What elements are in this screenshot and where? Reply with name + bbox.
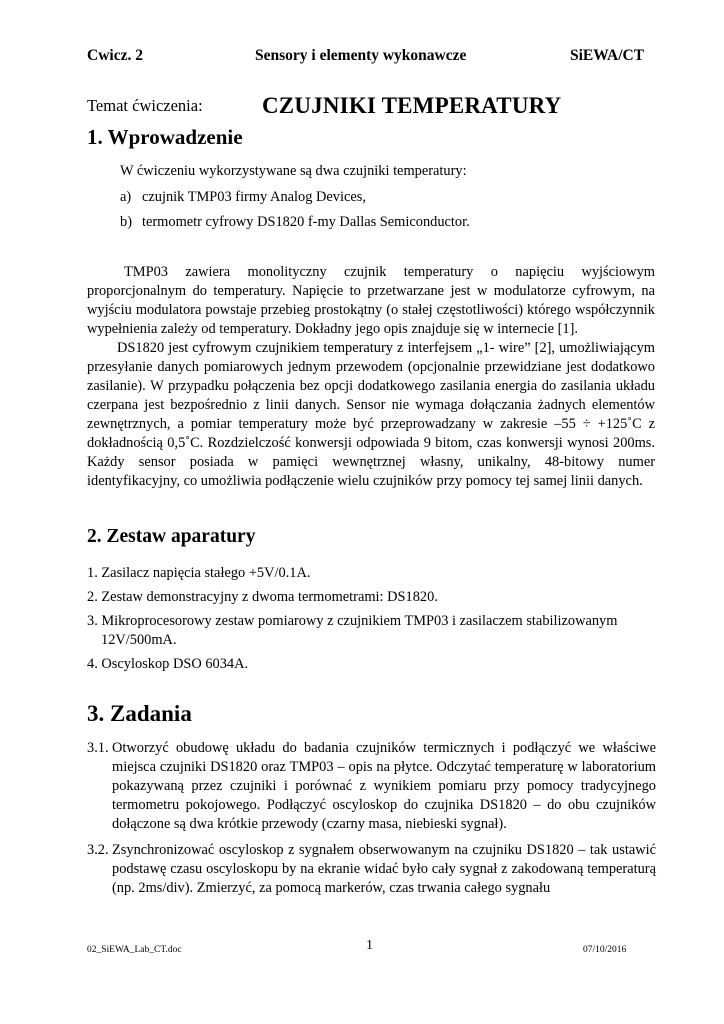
list-text: termometr cyfrowy DS1820 f-my Dallas Semiconductor. <box>142 214 470 230</box>
task-item <box>87 841 656 898</box>
task-text: Zsynchronizować oscyloskop z sygnałem obserwowanym na czujniku DS1820 – tak ustawić podstawę czasu oscyloskopu by na ekranie widać było cały sygnał z zakodowaną temperaturą (np. 2ms/div). Zmierzyć, za pomocą markerów, czas trwania całego sygnału <box>112 842 656 896</box>
section-3-heading: 3. Zadania <box>87 701 192 726</box>
task-number: 3.1. <box>87 740 109 756</box>
topic-label: Temat ćwiczenia: <box>87 96 203 115</box>
equipment-item: 3. Mikroprocesorowy zestaw pomiarowy z czujnikiem TMP03 i zasilaczem stabilizowanym <box>87 613 618 629</box>
footer-filename: 02_SiEWA_Lab_CT.doc <box>87 945 182 955</box>
list-marker: b) <box>120 214 132 230</box>
task-item <box>87 739 656 834</box>
header-left: Cwicz. 2 <box>87 47 143 64</box>
equipment-item: 4. Oscyloskop DSO 6034A. <box>87 656 249 672</box>
task-text: Otworzyć obudowę układu do badania czujników termicznych i podłączyć we właściwe miejsca czujniki DS1820 oraz TMP03 – opis na płytce. Odczytać temperaturę w laboratorium pokazywaną przez czujniki i porównać z wynikiem pomiaru przy pomocy tradycyjnego termometru pokojowego. Podłączyć oscyloskop do czujnika DS1820 – do obu czujników dołączone są dwa krótkie przewody (czarny masa, niebieski sygnał). <box>112 740 656 832</box>
paragraph-ds1820: DS1820 jest cyfrowym czujnikiem temperatury z interfejsem „1- wire” [2], umożliwiającym przesyłanie danych pomiarowych jednym przewodem (opcjonalnie przewidziane jest dodatkowo zasilanie). W przypadku połączenia bez opcji dodatkowego zasilania energia do zasilania układu czerpana jest bezpośrednio z linii danych. Sensor nie wymaga dołączania żadnych elementów zewnętrznych, a pomiar temperatury może być przeprowadzany w zakresie –55 ÷ +125˚C z dokładnością 0,5˚C. Rozdzielczość konwersji odpowiada 9 bitom, czas konwersji wynosi 200ms. Każdy sensor posiada w pamięci wewnętrznej własny, unikalny, 48-bitowy numer identyfikacyjny, co umożliwia podłączenie wielu czujników przy pomocy tej samej linii danych. <box>87 340 655 489</box>
task-number: 3.2. <box>87 842 109 858</box>
section-2-heading: 2. Zestaw aparatury <box>87 526 256 547</box>
section-1-intro: W ćwiczeniu wykorzystywane są dwa czujniki temperatury: <box>120 163 467 179</box>
section-1-heading: 1. Wprowadzenie <box>87 125 243 149</box>
equipment-item: 2. Zestaw demonstracyjny z dwoma termometrami: DS1820. <box>87 589 438 605</box>
paragraph-tmp03: TMP03 zawiera monolityczny czujnik temperatury o napięciu wyjściowym proporcjonalnym do temperatury. Napięcie to przetwarzane jest w modulatorze cyfrowym, na wyjściu modulatora powstaje przebieg prostokątny (o stałej częstotliwości) którego współczynnik wypełnienia zależy od temperatury. Dokładny jego opis znajduje się w internecie [1]. <box>87 264 655 337</box>
footer-date: 07/10/2016 <box>583 945 627 955</box>
equipment-item: 1. Zasilacz napięcia stałego +5V/0.1A. <box>87 565 311 581</box>
header-right: SiEWA/CT <box>570 47 645 64</box>
list-text: czujnik TMP03 firmy Analog Devices, <box>142 189 366 205</box>
header-center: Sensory i elementy wykonawcze <box>255 47 467 64</box>
list-item <box>120 214 470 231</box>
list-item <box>120 189 366 206</box>
equipment-item-continued <box>87 631 657 650</box>
page-number: 1 <box>366 938 373 953</box>
equipment-item-cont: 12V/500mA. <box>101 632 177 648</box>
list-marker: a) <box>120 189 132 205</box>
page-title: CZUJNIKI TEMPERATURY <box>262 93 562 118</box>
